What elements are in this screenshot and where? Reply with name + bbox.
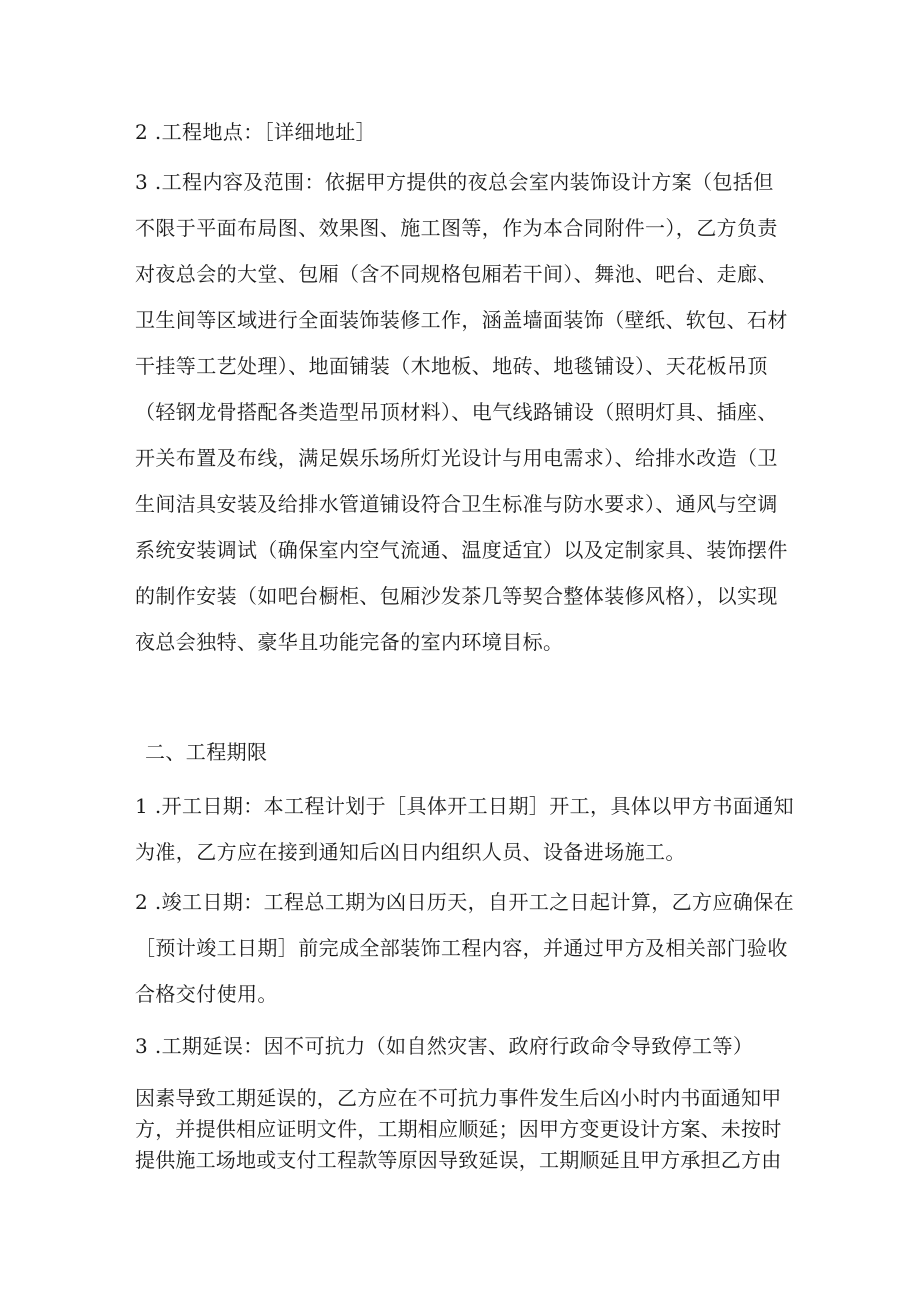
item-delay-title: 3 .工期延误：因不可抗力（如自然灾害、政府行政命令导致停工等） [135, 1034, 754, 1058]
item-location: 2 .工程地点：［详细地址］ [135, 120, 377, 144]
item-completion-line-1: 2 .竣工日期：工程总工期为凶日历天，自开工之日起计算，乙方应确保在 [135, 890, 795, 914]
item-delay-line-1: 因素导致工期延误的，乙方应在不可抗力事件发生后凶小时内书面通知甲 [135, 1086, 782, 1110]
item-completion-line-3: 合格交付使用。 [135, 982, 278, 1006]
item-scope-line-8: 生间洁具安装及给排水管道铺设符合卫生标准与防水要求）、通风与空调 [135, 492, 778, 516]
item-scope-line-4: 卫生间等区域进行全面装饰装修工作，涵盖墙面装饰（壁纸、软包、石材 [135, 308, 788, 332]
item-scope-line-10: 的制作安装（如吧台橱柜、包厢沙发茶几等契合整体装修风格），以实现 [135, 584, 778, 608]
item-start-date-line-1: 1 .开工日期：本工程计划于［具体开工日期］开工，具体以甲方书面通知 [135, 794, 795, 818]
item-scope-line-6: （轻钢龙骨搭配各类造型吊顶材料）、电气线路铺设（照明灯具、插座、 [135, 400, 778, 424]
item-scope-line-3: 对夜总会的大堂、包厢（含不同规格包厢若干间）、舞池、吧台、走廊、 [135, 262, 778, 286]
item-scope-line-11: 夜总会独特、豪华且功能完备的室内环境目标。 [135, 630, 564, 654]
item-delay-line-3: 提供施工场地或支付工程款等原因导致延误，工期顺延且甲方承担乙方由 [135, 1148, 782, 1172]
item-start-date-line-2: 为准，乙方应在接到通知后凶日内组织人员、设备进场施工。 [135, 840, 686, 864]
section-heading-period: 二、工程期限 [145, 740, 268, 764]
item-delay-line-2: 方，并提供相应证明文件，工期相应顺延；因甲方变更设计方案、未按时 [135, 1117, 782, 1141]
item-scope-line-1: 3 .工程内容及范围：依据甲方提供的夜总会室内装饰设计方案（包括但 [135, 170, 774, 194]
item-completion-line-2: ［预计竣工日期］前完成全部装饰工程内容，并通过甲方及相关部门验收 [135, 936, 788, 960]
item-scope-line-2: 不限于平面布局图、效果图、施工图等，作为本合同附件一），乙方负责 [135, 216, 778, 240]
item-scope-line-7: 开关布置及布线，满足娱乐场所灯光设计与用电需求）、给排水改造（卫 [135, 446, 778, 470]
item-scope-line-5: 干挂等工艺处理）、地面铺装（木地板、地砖、地毯铺设）、天花板吊顶 [135, 354, 768, 378]
item-scope-line-9: 系统安装调试（确保室内空气流通、温度适宜）以及定制家具、装饰摆件 [135, 538, 788, 562]
